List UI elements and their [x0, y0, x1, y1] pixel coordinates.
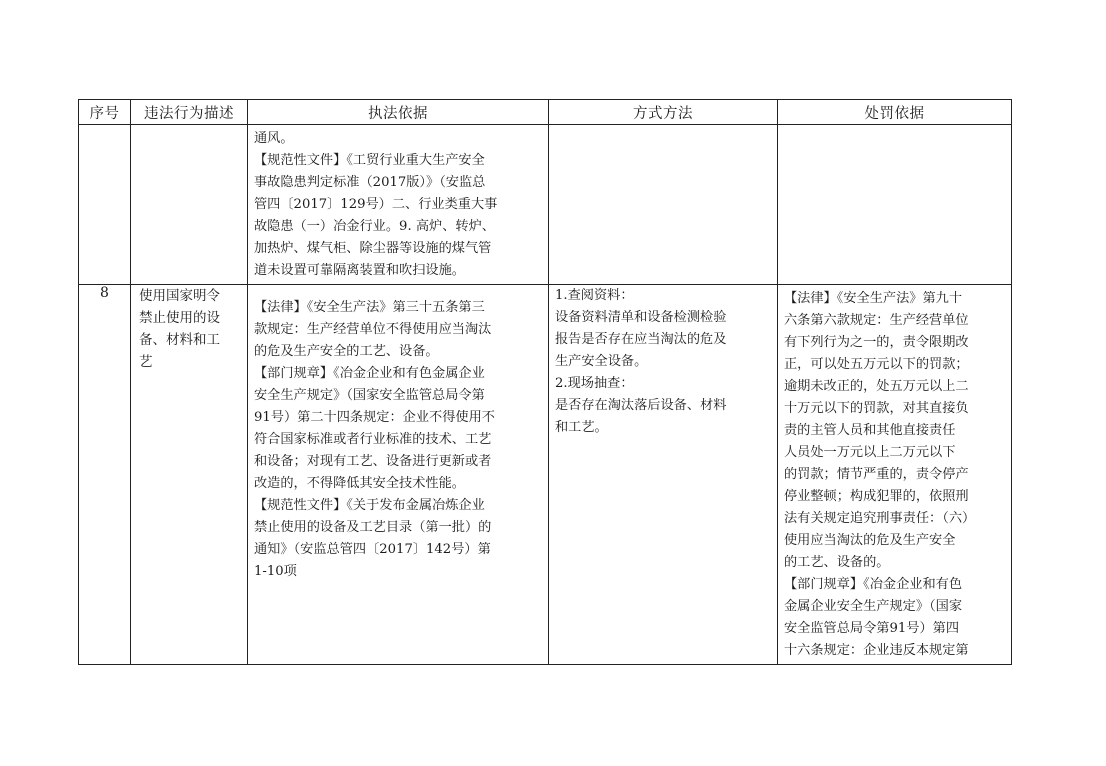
text-line: 符合国家标准或者行业标准的技术、工艺: [254, 432, 492, 447]
text-line: 正，可以处五万元以下的罚款；: [784, 357, 969, 372]
header-enforcement-basis: 执法依据: [248, 100, 549, 125]
table-row-8: [79, 285, 1012, 665]
text-line: 使用国家明令: [139, 288, 220, 304]
text-line: 道未设置可靠隔离装置和吹扫设施。: [254, 263, 465, 278]
text-line: 的危及生产安全的工艺、设备。: [254, 344, 439, 359]
text-line: 十六条规定：企业违反本规定第: [784, 643, 969, 658]
row-cont-method-text: [549, 125, 777, 130]
text-line: 和设备；对现有工艺、设备进行更新或者: [254, 454, 492, 469]
text-line: 管四〔2017〕129号）二、行业类重大事: [254, 197, 498, 212]
row-cont-desc: [131, 125, 248, 285]
text-line: 通风。: [254, 131, 294, 146]
row-8-penalty: [778, 285, 1012, 665]
text-line: 故隐患（一）冶金行业。9. 高炉、转炉、: [254, 219, 495, 234]
text-line: 安全生产规定》（国家安全监管总局令第: [254, 388, 485, 403]
text-line: 款规定：生产经营单位不得使用应当淘汰: [254, 322, 492, 337]
row-cont-penalty: [778, 125, 1012, 285]
text-line: 是否存在淘汰落后设备、材料: [555, 398, 727, 413]
row-8-seq: 8: [79, 285, 131, 665]
text-line: 报告是否存在应当淘汰的危及: [555, 332, 727, 347]
text-line: 【法律】《安全生产法》第三十五条第三: [254, 300, 485, 315]
row-8-method: [549, 285, 778, 665]
text-line: 1.查阅资料：: [555, 288, 634, 303]
row-cont-seq: [79, 125, 131, 285]
header-penalty-basis: 处罚依据: [778, 100, 1012, 125]
header-method: 方式方法: [549, 100, 778, 125]
text-line: 法有关规定追究刑事责任：（六）: [784, 511, 976, 526]
header-seq: 序号: [79, 100, 131, 125]
row-8-basis-text: [248, 285, 548, 585]
text-line: 事故隐患判定标准（2017版）》（安监总: [254, 175, 486, 190]
text-line: 【规范性文件】《工贸行业重大生产安全: [254, 153, 485, 168]
text-line: 的工艺、设备的。: [784, 555, 890, 570]
header-description: 违法行为描述: [131, 100, 248, 125]
enforcement-table: [78, 99, 1012, 665]
text-line: 逾期未改正的，处五万元以上二: [784, 379, 969, 394]
row-8-desc: [131, 285, 248, 665]
text-line: 【部门规章】《冶金企业和有色金属企业: [254, 366, 485, 381]
text-line: 禁止使用的设备及工艺目录（第一批）的: [254, 520, 492, 535]
text-line: 十万元以下的罚款，对其直接负: [784, 401, 969, 416]
text-line: 责的主管人员和其他直接责任: [784, 423, 956, 438]
text-line: 【部门规章】《冶金企业和有色: [784, 577, 963, 592]
text-line: 生产安全设备。: [555, 354, 648, 369]
text-line: 禁止使用的设: [139, 310, 220, 326]
text-line: 安全监管总局令第91号）第四: [784, 621, 960, 636]
row-8-method-text: [549, 285, 777, 441]
text-line: 通知》（安监总管四〔2017〕142号）第: [254, 542, 491, 557]
text-line: 备、材料和工: [139, 332, 220, 348]
row-cont-method: [549, 125, 778, 285]
text-line: 停业整顿；构成犯罪的，依照刑: [784, 489, 969, 504]
row-cont-basis-text: [248, 125, 548, 284]
text-line: 的罚款；情节严重的，责令停产: [784, 467, 969, 482]
table-row-continuation: [79, 125, 1012, 285]
row-cont-penalty-text: [778, 125, 1011, 130]
table-header-row: [79, 100, 1012, 125]
text-line: 【法律】《安全生产法》第九十: [784, 291, 963, 306]
text-line: 有下列行为之一的，责令限期改: [784, 335, 969, 350]
text-line: 加热炉、煤气柜、除尘器等设施的煤气管: [254, 241, 492, 256]
text-line: 改造的，不得降低其安全技术性能。: [254, 476, 465, 491]
row-cont-basis: [248, 125, 549, 285]
text-line: 人员处一万元以上二万元以下: [784, 445, 956, 460]
text-line: 艺: [139, 354, 153, 370]
row-8-penalty-text: [778, 285, 1011, 664]
row-8-desc-text: [131, 285, 247, 373]
row-8-basis: [248, 285, 549, 665]
text-line: 【规范性文件】《关于发布金属冶炼企业: [254, 498, 485, 513]
text-line: 使用应当淘汰的危及生产安全: [784, 533, 956, 548]
text-line: 2.现场抽查：: [555, 376, 634, 391]
text-line: 设备资料清单和设备检测检验: [555, 310, 727, 325]
text-line: 1-10项: [254, 564, 297, 579]
text-line: 金属企业安全生产规定》（国家: [784, 599, 963, 614]
text-line: 六条第六款规定：生产经营单位: [784, 313, 969, 328]
text-line: 和工艺。: [555, 420, 608, 435]
text-line: 91号）第二十四条规定：企业不得使用不: [254, 410, 495, 425]
